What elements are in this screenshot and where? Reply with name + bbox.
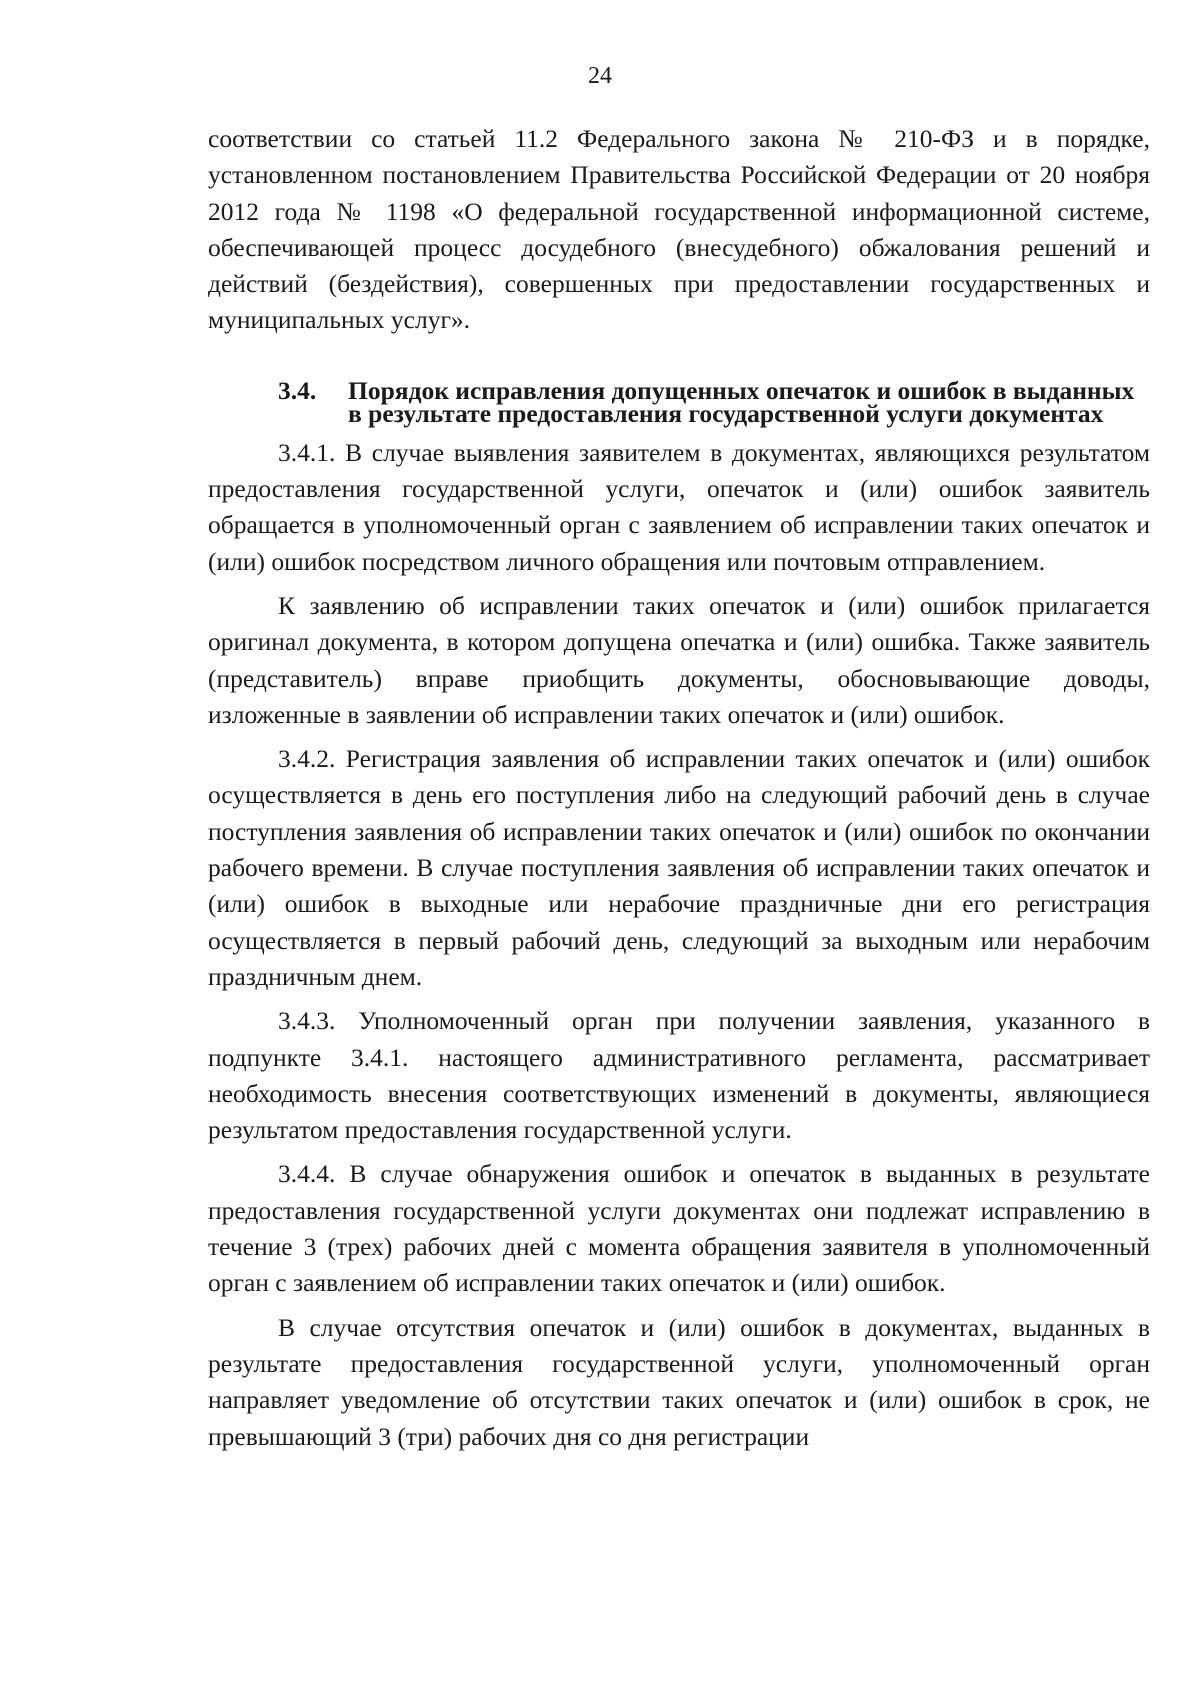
paragraph-no-errors: В случае отсутствия опечаток и (или) ошибок в документах, выданных в результате предоставления государственной услуги, уполномоченный орган направляет уведомление об отсутствии таких опечаток и (или) ошибок в срок, не превышающий 3 (три) рабочих дня со дня регистрации [208, 1312, 1150, 1451]
paragraph-3-4-2: 3.4.2. Регистрация заявления об исправлении таких опечаток и (или) ошибок осуществляется в день его поступления либо на следующий рабочий день в случае поступления заявления об исправлении таких опечаток и (или) ошибок по окончании рабочего времени. В случае поступления заявления об исправлении таких опечаток и (или) ошибок в выходные или нерабочие праздничные дни его регистрация осуществляется в первый рабочий день, следующий за выходным или нерабочим праздничным днем. [208, 744, 1150, 991]
paragraph-3-4-3: 3.4.3. Уполномоченный орган при получении заявления, указанного в подпункте 3.4.1. настоящего административного регламента, рассматривает необходимость внесения соответствующих изменений в документы, являющиеся результатом предоставления государственной услуги. [208, 1006, 1150, 1145]
page-number: 24 [588, 63, 612, 89]
document-body [208, 121, 1150, 1455]
paragraph-intro: соответствии со статьей 11.2 Федерального закона № 210-ФЗ и в порядке, установленном постановлением Правительства Российской Федерации от 20 ноября 2012 года № 1198 «О федеральной государственной информационной системе, обеспечивающей процесс досудебного (внесудебного) обжалования решений и действий (бездействия), совершенных при предоставлении государственных и муниципальных услуг». [208, 124, 1150, 335]
section-number: 3.4. [278, 375, 317, 405]
section-title: Порядок исправления допущенных опечаток и ошибок в выданных в результате предоставления государственной услуги документах [348, 375, 1135, 429]
paragraph-3-4-1: 3.4.1. В случае выявления заявителем в документах, являющихся результатом предоставления государственной услуги, опечаток и (или) ошибок заявитель обращается в уполномоченный орган с заявлением об исправлении таких опечаток и (или) ошибок посредством личного обращения или почтовым отправлением. [208, 437, 1150, 576]
paragraph-3-4-4: 3.4.4. В случае обнаружения ошибок и опечаток в выданных в результате предоставления государственной услуги документах они подлежат исправлению в течение 3 (трех) рабочих дней с момента обращения заявителя в уполномоченный орган с заявлением об исправлении таких опечаток и (или) ошибок. [208, 1159, 1150, 1298]
paragraph-attachment: К заявлению об исправлении таких опечаток и (или) ошибок прилагается оригинал документа, в котором допущена опечатка и (или) ошибка. Также заявитель (представитель) вправе приобщить документы, обосновывающие доводы, изложенные в заявлении об исправлении таких опечаток и (или) ошибок. [208, 590, 1150, 729]
section-heading [208, 375, 1150, 429]
